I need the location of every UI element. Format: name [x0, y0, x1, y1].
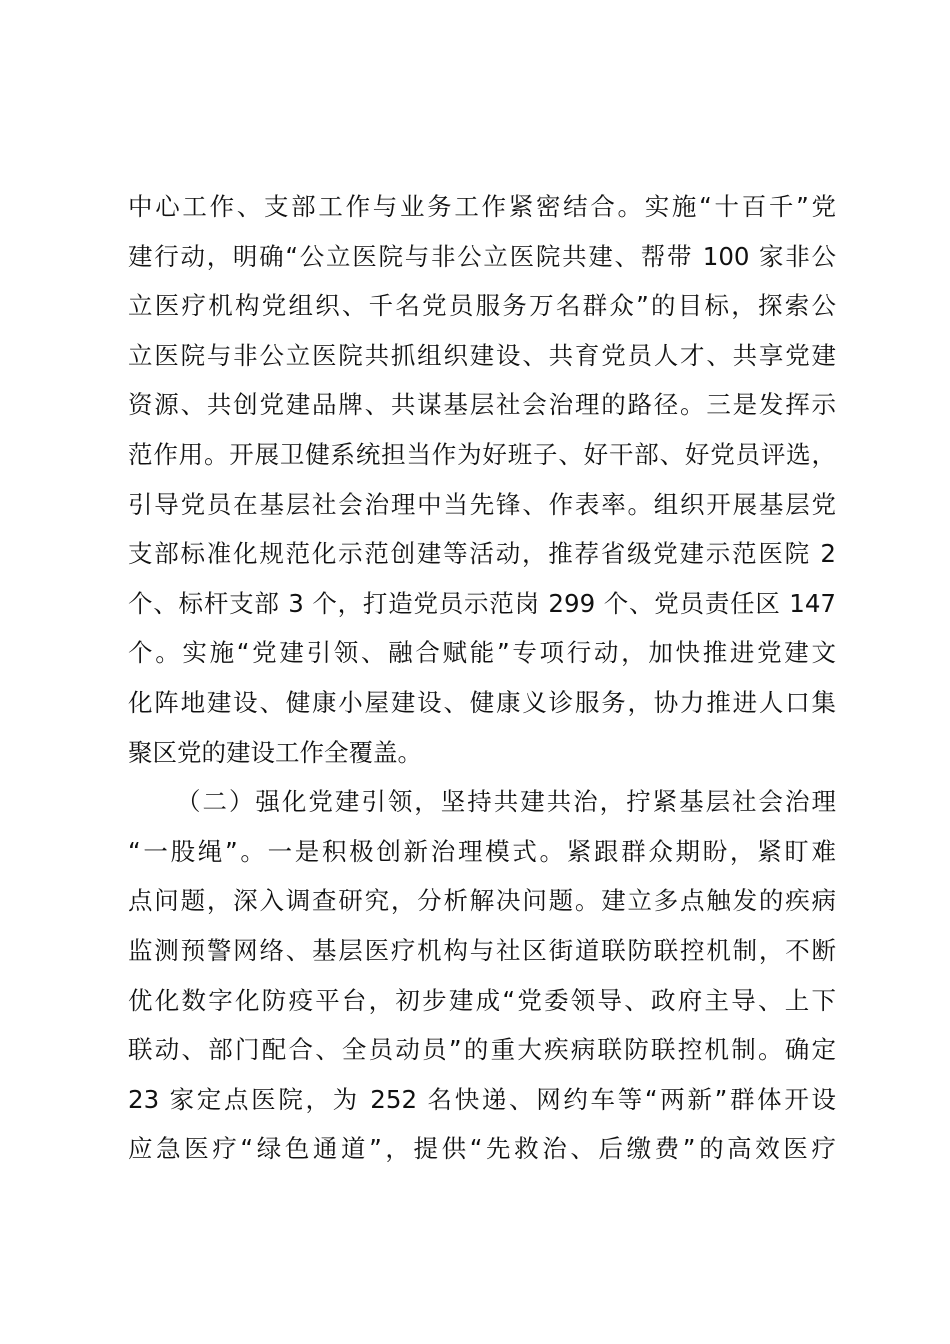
text-line: 资源、共创党建品牌、共谋基层社会治理的路径。三是发挥示 [128, 390, 836, 420]
text-line: 23 家定点医院，为 252 名快递、网约车等“两新”群体开设 [128, 1084, 836, 1114]
text-line: 立医院与非公立医院共抓组织建设、共育党员人才、共享党建 [128, 340, 836, 370]
text-line: 点问题，深入调查研究，分析解决问题。建立多点触发的疾病 [128, 886, 836, 916]
text-line: 优化数字化防疫平台，初步建成“党委领导、政府主导、上下 [128, 985, 836, 1015]
text-line: 个。实施“党建引领、融合赋能”专项行动，加快推进党建文 [128, 638, 836, 668]
text-line: 建行动，明确“公立医院与非公立医院共建、帮带 100 家非公 [128, 241, 836, 271]
text-line: 立医疗机构党组织、千名党员服务万名群众”的目标，探索公 [128, 291, 836, 321]
text-line: 引导党员在基层社会治理中当先锋、作表率。组织开展基层党 [128, 489, 836, 519]
text-line: 联动、部门配合、全员动员”的重大疾病联防联控机制。确定 [128, 1035, 836, 1065]
body-text [128, 182, 836, 1174]
text-line: 范作用。开展卫健系统担当作为好班子、好干部、好党员评选， [128, 439, 836, 469]
text-line: 中心工作、支部工作与业务工作紧密结合。实施“十百千”党 [128, 192, 836, 221]
text-line: 聚区党的建设工作全覆盖。 [128, 737, 422, 767]
text-line: 支部标准化规范化示范创建等活动，推荐省级党建示范医院 2 [128, 539, 836, 569]
section-heading-line: （二）强化党建引领，坚持共建共治，拧紧基层社会治理 [176, 787, 836, 817]
text-line: 监测预警网络、基层医疗机构与社区街道联防联控机制，不断 [128, 935, 836, 965]
text-line: 应急医疗“绿色通道”，提供“先救治、后缴费”的高效医疗 [128, 1134, 836, 1164]
text-line: 化阵地建设、健康小屋建设、健康义诊服务，协力推进人口集 [128, 687, 836, 717]
text-line: “一股绳”。一是积极创新治理模式。紧跟群众期盼，紧盯难 [128, 836, 836, 866]
text-line: 个、标杆支部 3 个，打造党员示范岗 299 个、党员责任区 147 [128, 588, 836, 618]
